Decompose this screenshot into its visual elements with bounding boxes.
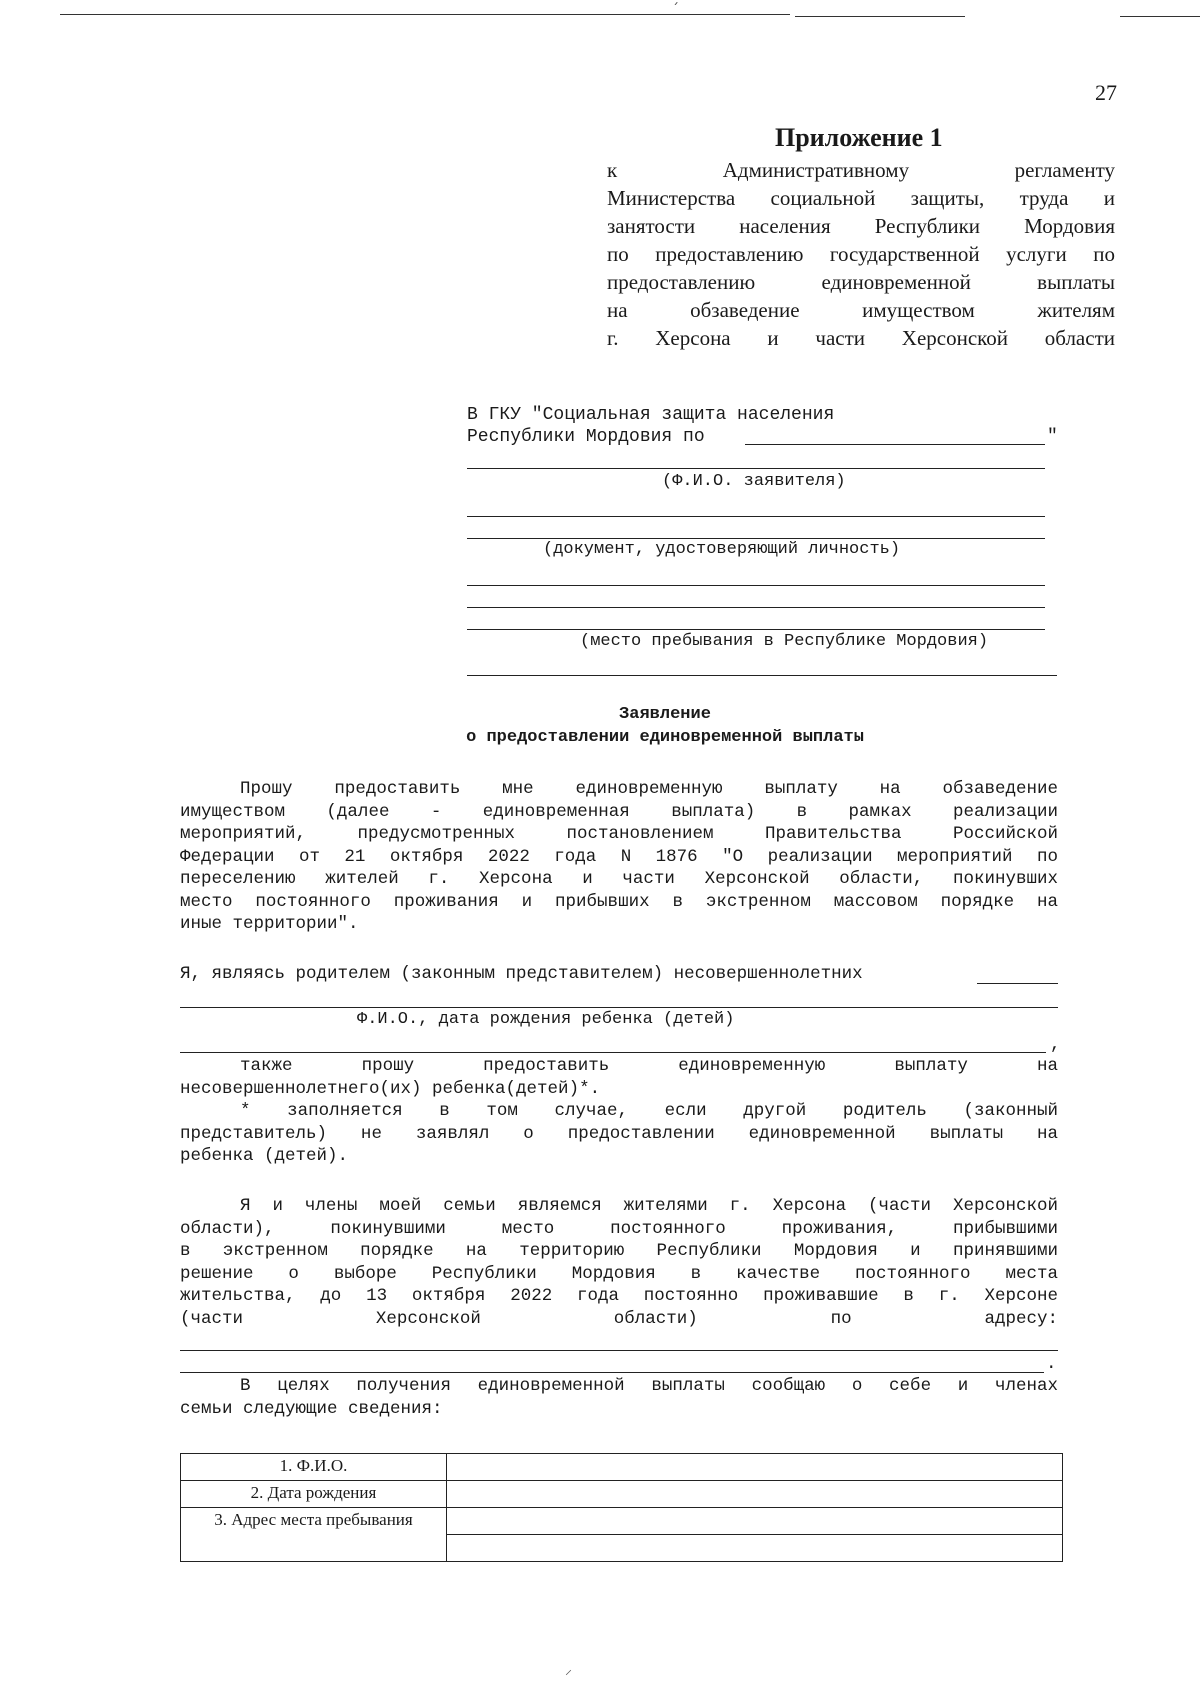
statement-subtitle: о предоставлении единовременной выплаты (466, 728, 864, 747)
scan-line-top-middle (795, 16, 965, 17)
child-data-line[interactable] (180, 1052, 1046, 1053)
paragraph-line: место постоянного проживания и прибывших в экстренном массовом порядке на (180, 891, 1058, 912)
residence-line-2[interactable] (467, 607, 1045, 608)
appendix-line: к Административному регламенту (607, 158, 1115, 182)
child-name-line[interactable] (180, 1007, 1058, 1008)
scan-line-top-right (1120, 16, 1200, 17)
info-intro (180, 1375, 1058, 1420)
appendix-reference (607, 156, 1115, 352)
paragraph-line: также прошу предоставить единовременную выплату на (240, 1056, 1058, 1076)
child-line-end: , (1050, 1035, 1061, 1055)
appendix-line: предоставлению единовременной выплаты (607, 270, 1115, 294)
parent-intro: Я, являясь родителем (законным представителем) несовершеннолетних (180, 964, 863, 984)
paragraph-line: переселению жителей г. Херсона и части Херсонской области, покинувших (180, 869, 1058, 889)
footnote-line: * заполняется в том случае, если другой родитель (законный (240, 1101, 1058, 1121)
table-label: 1. Ф.И.О. (181, 1454, 447, 1481)
table-row (181, 1508, 1063, 1535)
paragraph-line: решение о выборе Республики Мордовия в качестве постоянного места (180, 1263, 1058, 1284)
table-value-cell[interactable] (447, 1454, 1063, 1481)
footnote-line: представитель) не заявлял о предоставлении единовременной выплаты на (180, 1123, 1058, 1144)
address-line-1[interactable] (180, 1350, 1058, 1351)
addressee-quote: " (1047, 427, 1058, 447)
table-value-cell[interactable] (447, 1535, 1063, 1562)
paragraph-line: в экстренном порядке на территорию Республики Мордовия и принявшими (180, 1241, 1058, 1261)
document-line-1[interactable] (467, 516, 1045, 517)
page-number: 27 (1095, 80, 1117, 105)
appendix-line: по предоставлению государственной услуги по (607, 242, 1115, 266)
appendix-title: Приложение 1 (775, 123, 943, 152)
paragraph-line: Я и члены моей семьи являемся жителями г. Херсона (части Херсонской (240, 1196, 1058, 1216)
residence-line-3[interactable] (467, 629, 1045, 630)
paragraph-line: иные территории". (180, 914, 359, 934)
paragraph-line: мероприятий, предусмотренных постановлением Правительства Российской (180, 824, 1058, 844)
paragraph-line: жительства, до 13 октября 2022 года постоянно проживавшие в г. Херсоне (180, 1286, 1058, 1306)
paragraph-line: области), покинувшими место постоянного проживания, прибывшими (180, 1218, 1058, 1239)
paragraph-line: В целях получения единовременной выплаты сообщаю о себе и членах (240, 1376, 1058, 1396)
paragraph-line: (части Херсонской области) по адресу: (180, 1308, 1058, 1329)
scan-line-top-left (60, 14, 790, 15)
scan-speck-bottom: ⸝ (565, 1662, 572, 1678)
caption-child: Ф.И.О., дата рождения ребенка (детей) (357, 1010, 735, 1029)
paragraph-line: Федерации от 21 октября 2022 года N 1876 "О реализации мероприятий по (180, 846, 1058, 867)
applicant-info-table (180, 1453, 1063, 1562)
addressee-line-2: Республики Мордовия по (467, 427, 705, 447)
caption-residence: (место пребывания в Республике Мордовия) (580, 632, 989, 651)
scan-speck: ˊ (672, 2, 679, 18)
residence-statement (180, 1195, 1058, 1330)
footnote (180, 1100, 1058, 1168)
table-label: 2. Дата рождения (181, 1481, 447, 1508)
table-value-cell[interactable] (447, 1481, 1063, 1508)
statement-title: Заявление (619, 705, 711, 724)
table-value-cell[interactable] (447, 1508, 1063, 1535)
paragraph-line: несовершеннолетнего(их) ребенка(детей)*. (180, 1078, 601, 1099)
caption-document: (документ, удостоверяющий личность) (543, 540, 901, 559)
applicant-name-line[interactable] (467, 468, 1045, 469)
document-line-2[interactable] (467, 538, 1045, 539)
agency-field-line[interactable] (745, 444, 1045, 445)
address-line-end: . (1046, 1354, 1057, 1374)
residence-line-1[interactable] (467, 585, 1045, 586)
appendix-line: г. Херсона и части Херсонской области (607, 326, 1115, 350)
addressee-line-1: В ГКУ "Социальная защита населения (467, 405, 835, 425)
caption-fio: (Ф.И.О. заявителя) (662, 472, 846, 491)
residence-line-4[interactable] (467, 675, 1057, 676)
minors-field-line[interactable] (977, 983, 1058, 984)
request-paragraph (180, 778, 1058, 936)
paragraph-line: Прошу предоставить мне единовременную выплату на обзаведение (240, 779, 1058, 799)
footnote-line: ребенка (детей). (180, 1146, 349, 1166)
table-row (181, 1481, 1063, 1508)
appendix-line: занятости населения Республики Мордовия (607, 214, 1115, 238)
appendix-line: на обзаведение имуществом жителям (607, 298, 1115, 322)
paragraph-line: семьи следующие сведения: (180, 1398, 443, 1419)
table-row (181, 1454, 1063, 1481)
address-line-2[interactable] (180, 1372, 1044, 1373)
paragraph-line: имуществом (далее - единовременная выплата) в рамках реализации (180, 801, 1058, 822)
appendix-line: Министерства социальной защиты, труда и (607, 186, 1115, 210)
child-request (180, 1055, 1058, 1100)
table-label: 3. Адрес места пребывания (181, 1508, 447, 1562)
